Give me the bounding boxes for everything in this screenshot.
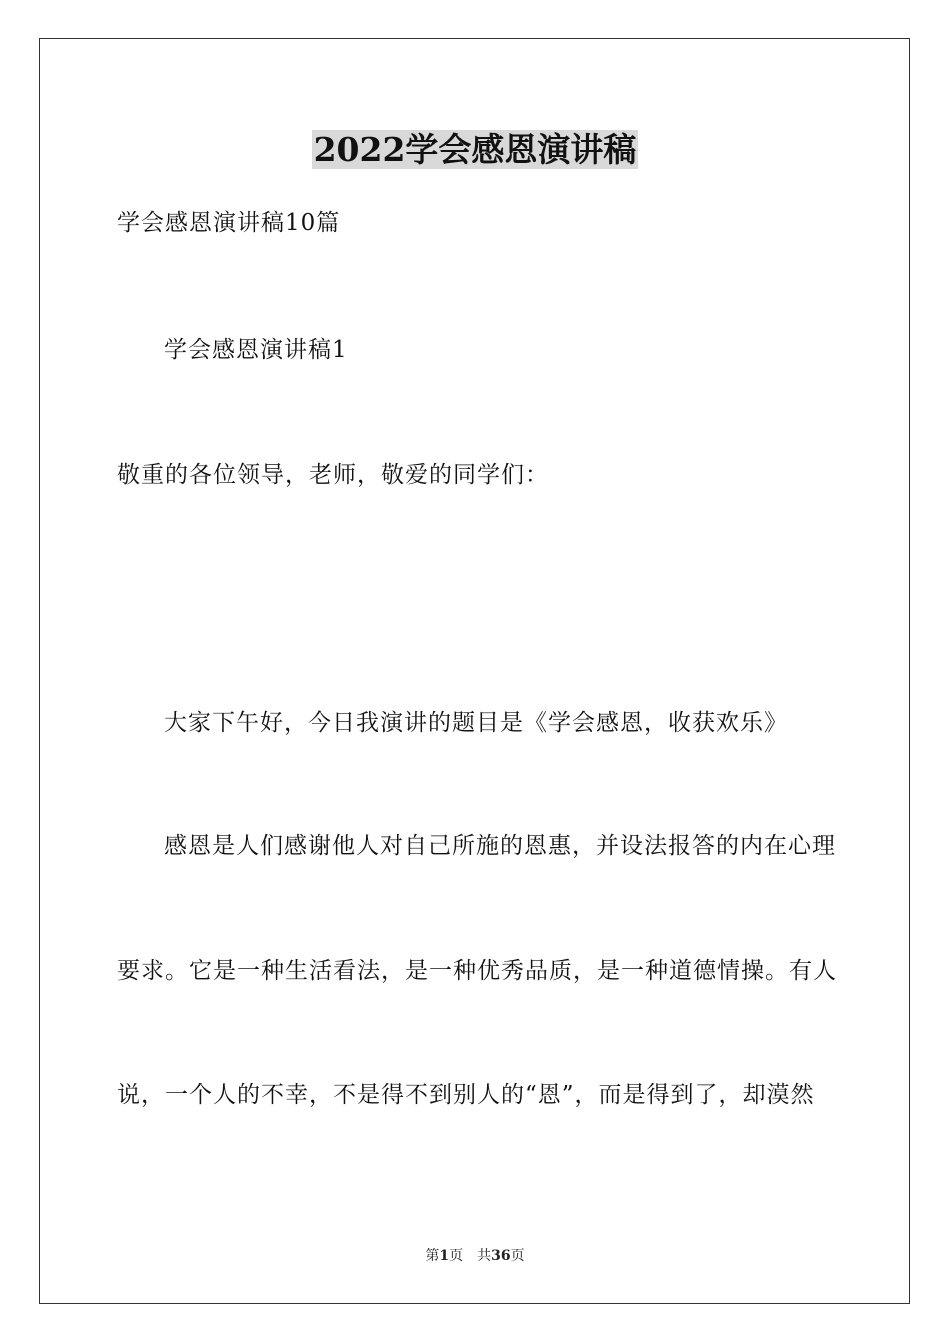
footer-mid: 页 共 xyxy=(449,1248,492,1264)
page-footer xyxy=(0,1247,950,1265)
footer-current-page: 1 xyxy=(439,1248,450,1264)
footer-total-pages: 36 xyxy=(491,1248,511,1264)
footer-prefix: 第 xyxy=(425,1248,440,1264)
paragraph-line: 感恩是人们感谢他人对自己所施的恩惠，并设法报答的内在心理 xyxy=(164,833,836,859)
footer-suffix: 页 xyxy=(510,1248,525,1264)
document-title-text: 2022学会感恩演讲稿 xyxy=(313,130,637,169)
paragraph-line: 说，一个人的不幸，不是得不到别人的“恩”，而是得到了，却漠然 xyxy=(117,1082,815,1108)
section-heading: 学会感恩演讲稿1 xyxy=(164,337,348,363)
paragraph-line: 大家下午好，今日我演讲的题目是《学会感恩，收获欢乐》 xyxy=(164,710,788,736)
salutation-line: 敬重的各位领导，老师，敬爱的同学们： xyxy=(117,462,549,488)
document-title xyxy=(0,128,950,172)
subtitle-line: 学会感恩演讲稿10篇 xyxy=(117,210,341,236)
paragraph-line: 要求。它是一种生活看法，是一种优秀品质，是一种道德情操。有人 xyxy=(117,958,837,984)
